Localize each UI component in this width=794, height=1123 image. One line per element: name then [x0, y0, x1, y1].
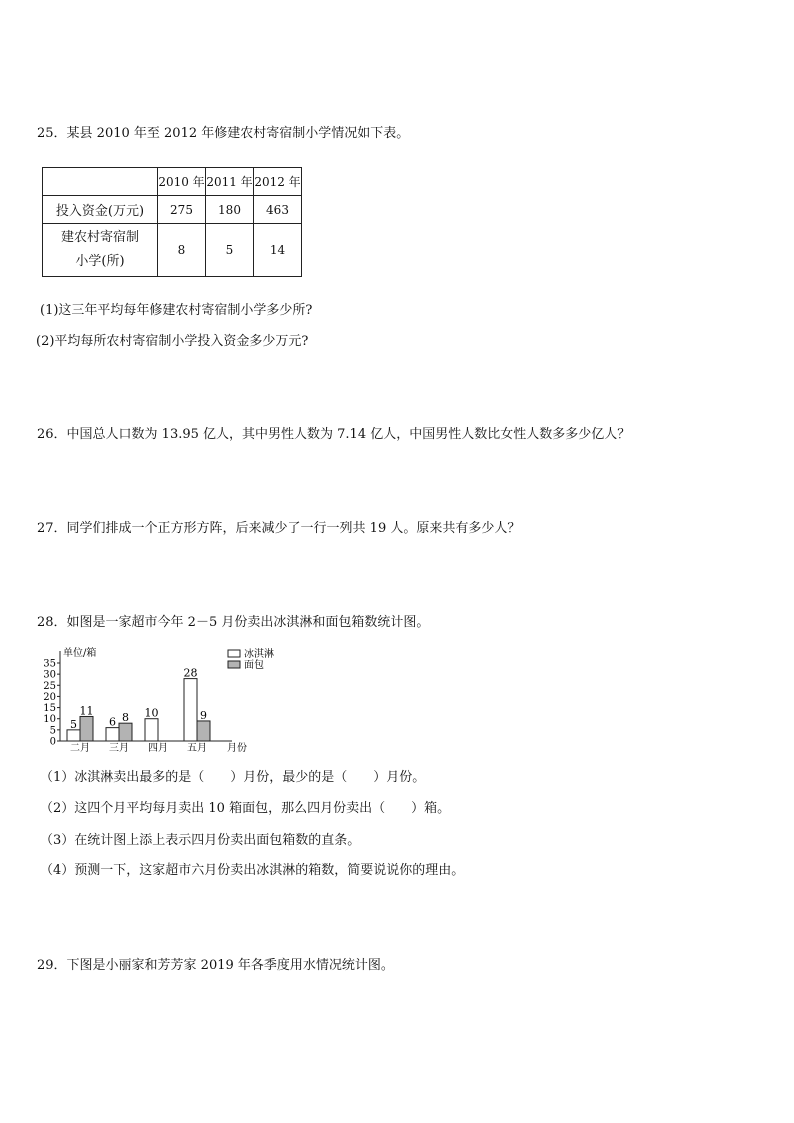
y-tick-label-5: 5	[49, 725, 56, 737]
data-label-bread-4: 9	[200, 708, 207, 722]
q28-sub3: （3）在统计图上添上表示四月份卖出面包箱数的直条。	[40, 833, 361, 848]
q25-sub2: (2)平均每所农村寄宿制小学投入资金多少万元?	[36, 334, 309, 349]
category-label-2: 三月	[109, 743, 129, 754]
cell-funding-2011: 180	[206, 196, 254, 224]
table-row-funding	[43, 196, 302, 224]
q28-bar-chart	[40, 645, 274, 757]
y-tick-label-25: 25	[43, 680, 56, 692]
y-tick-label-35: 35	[43, 658, 56, 670]
legend-label-icecream: 冰淇淋	[244, 649, 274, 660]
table-header-2012: 2012 年	[254, 168, 302, 196]
y-tick-label-30: 30	[43, 669, 56, 681]
cell-schools-2010: 8	[158, 224, 206, 277]
table-header-row	[43, 168, 302, 196]
data-label-bread-1: 11	[79, 704, 94, 718]
cell-funding-2010: 275	[158, 196, 206, 224]
bar-icecream-4	[184, 679, 197, 741]
table-corner-cell	[43, 168, 158, 196]
cell-funding-2012: 463	[254, 196, 302, 224]
row-label-schools	[43, 224, 158, 277]
table-header-2010: 2010 年	[158, 168, 206, 196]
data-label-icecream-3: 10	[144, 706, 159, 720]
bar-bread-4	[197, 721, 210, 741]
bar-icecream-3	[145, 719, 158, 741]
row-label-schools-line1: 建农村寄宿制	[60, 230, 139, 245]
category-label-1: 二月	[70, 743, 90, 754]
bar-icecream-2	[106, 728, 119, 741]
q27-text: 27．同学们排成一个正方形方阵，后来减少了一行一列共 19 人。原来共有多少人？	[37, 521, 521, 536]
q28-text: 28．如图是一家超市今年 2－5 月份卖出冰淇淋和面包箱数统计图。	[37, 615, 430, 630]
q29-text: 29．下图是小丽家和芳芳家 2019 年各季度用水情况统计图。	[37, 958, 394, 973]
y-tick-label-20: 20	[43, 691, 56, 703]
bar-bread-2	[119, 723, 132, 741]
x-axis-label: 月份	[227, 743, 247, 754]
legend-label-bread: 面包	[244, 660, 264, 671]
data-label-icecream-1: 5	[70, 717, 77, 731]
bar-icecream-1	[67, 730, 80, 741]
q28-sub2: （2）这四个月平均每月卖出 10 箱面包，那么四月份卖出（ ）箱。	[40, 801, 451, 816]
table-row-schools	[43, 224, 302, 277]
q28-sub1: （1）冰淇淋卖出最多的是（ ）月份，最少的是（ ）月份。	[40, 770, 426, 785]
y-tick-label-10: 10	[43, 714, 56, 726]
table-header-2011: 2011 年	[206, 168, 254, 196]
data-label-icecream-2: 6	[109, 715, 116, 729]
q25-sub1: (1)这三年平均每年修建农村寄宿制小学多少所?	[40, 303, 313, 318]
q25-table	[42, 167, 302, 277]
q25-text: 25．某县 2010 年至 2012 年修建农村寄宿制小学情况如下表。	[37, 126, 410, 141]
y-tick-label-0: 0	[49, 736, 56, 748]
q26-text: 26．中国总人口数为 13.95 亿人，其中男性人数为 7.14 亿人，中国男性人数比女性人数多多少亿人？	[37, 427, 631, 442]
legend-swatch-icecream	[228, 650, 240, 657]
category-label-3: 四月	[148, 743, 168, 754]
legend-swatch-bread	[228, 661, 240, 668]
cell-schools-2011: 5	[206, 224, 254, 277]
row-label-schools-line2: 小学(所)	[75, 254, 125, 269]
row-label-funding: 投入资金(万元)	[43, 196, 158, 224]
cell-schools-2012: 14	[254, 224, 302, 277]
bar-bread-1	[80, 716, 93, 741]
y-tick-label-15: 15	[43, 703, 56, 715]
y-axis-label: 单位/箱	[63, 648, 97, 659]
category-label-4: 五月	[187, 743, 207, 754]
data-label-icecream-4: 28	[183, 666, 198, 680]
q28-sub4: （4）预测一下，这家超市六月份卖出冰淇淋的箱数，简要说说你的理由。	[40, 863, 465, 878]
data-label-bread-2: 8	[122, 711, 129, 725]
chart-marks	[67, 647, 274, 754]
